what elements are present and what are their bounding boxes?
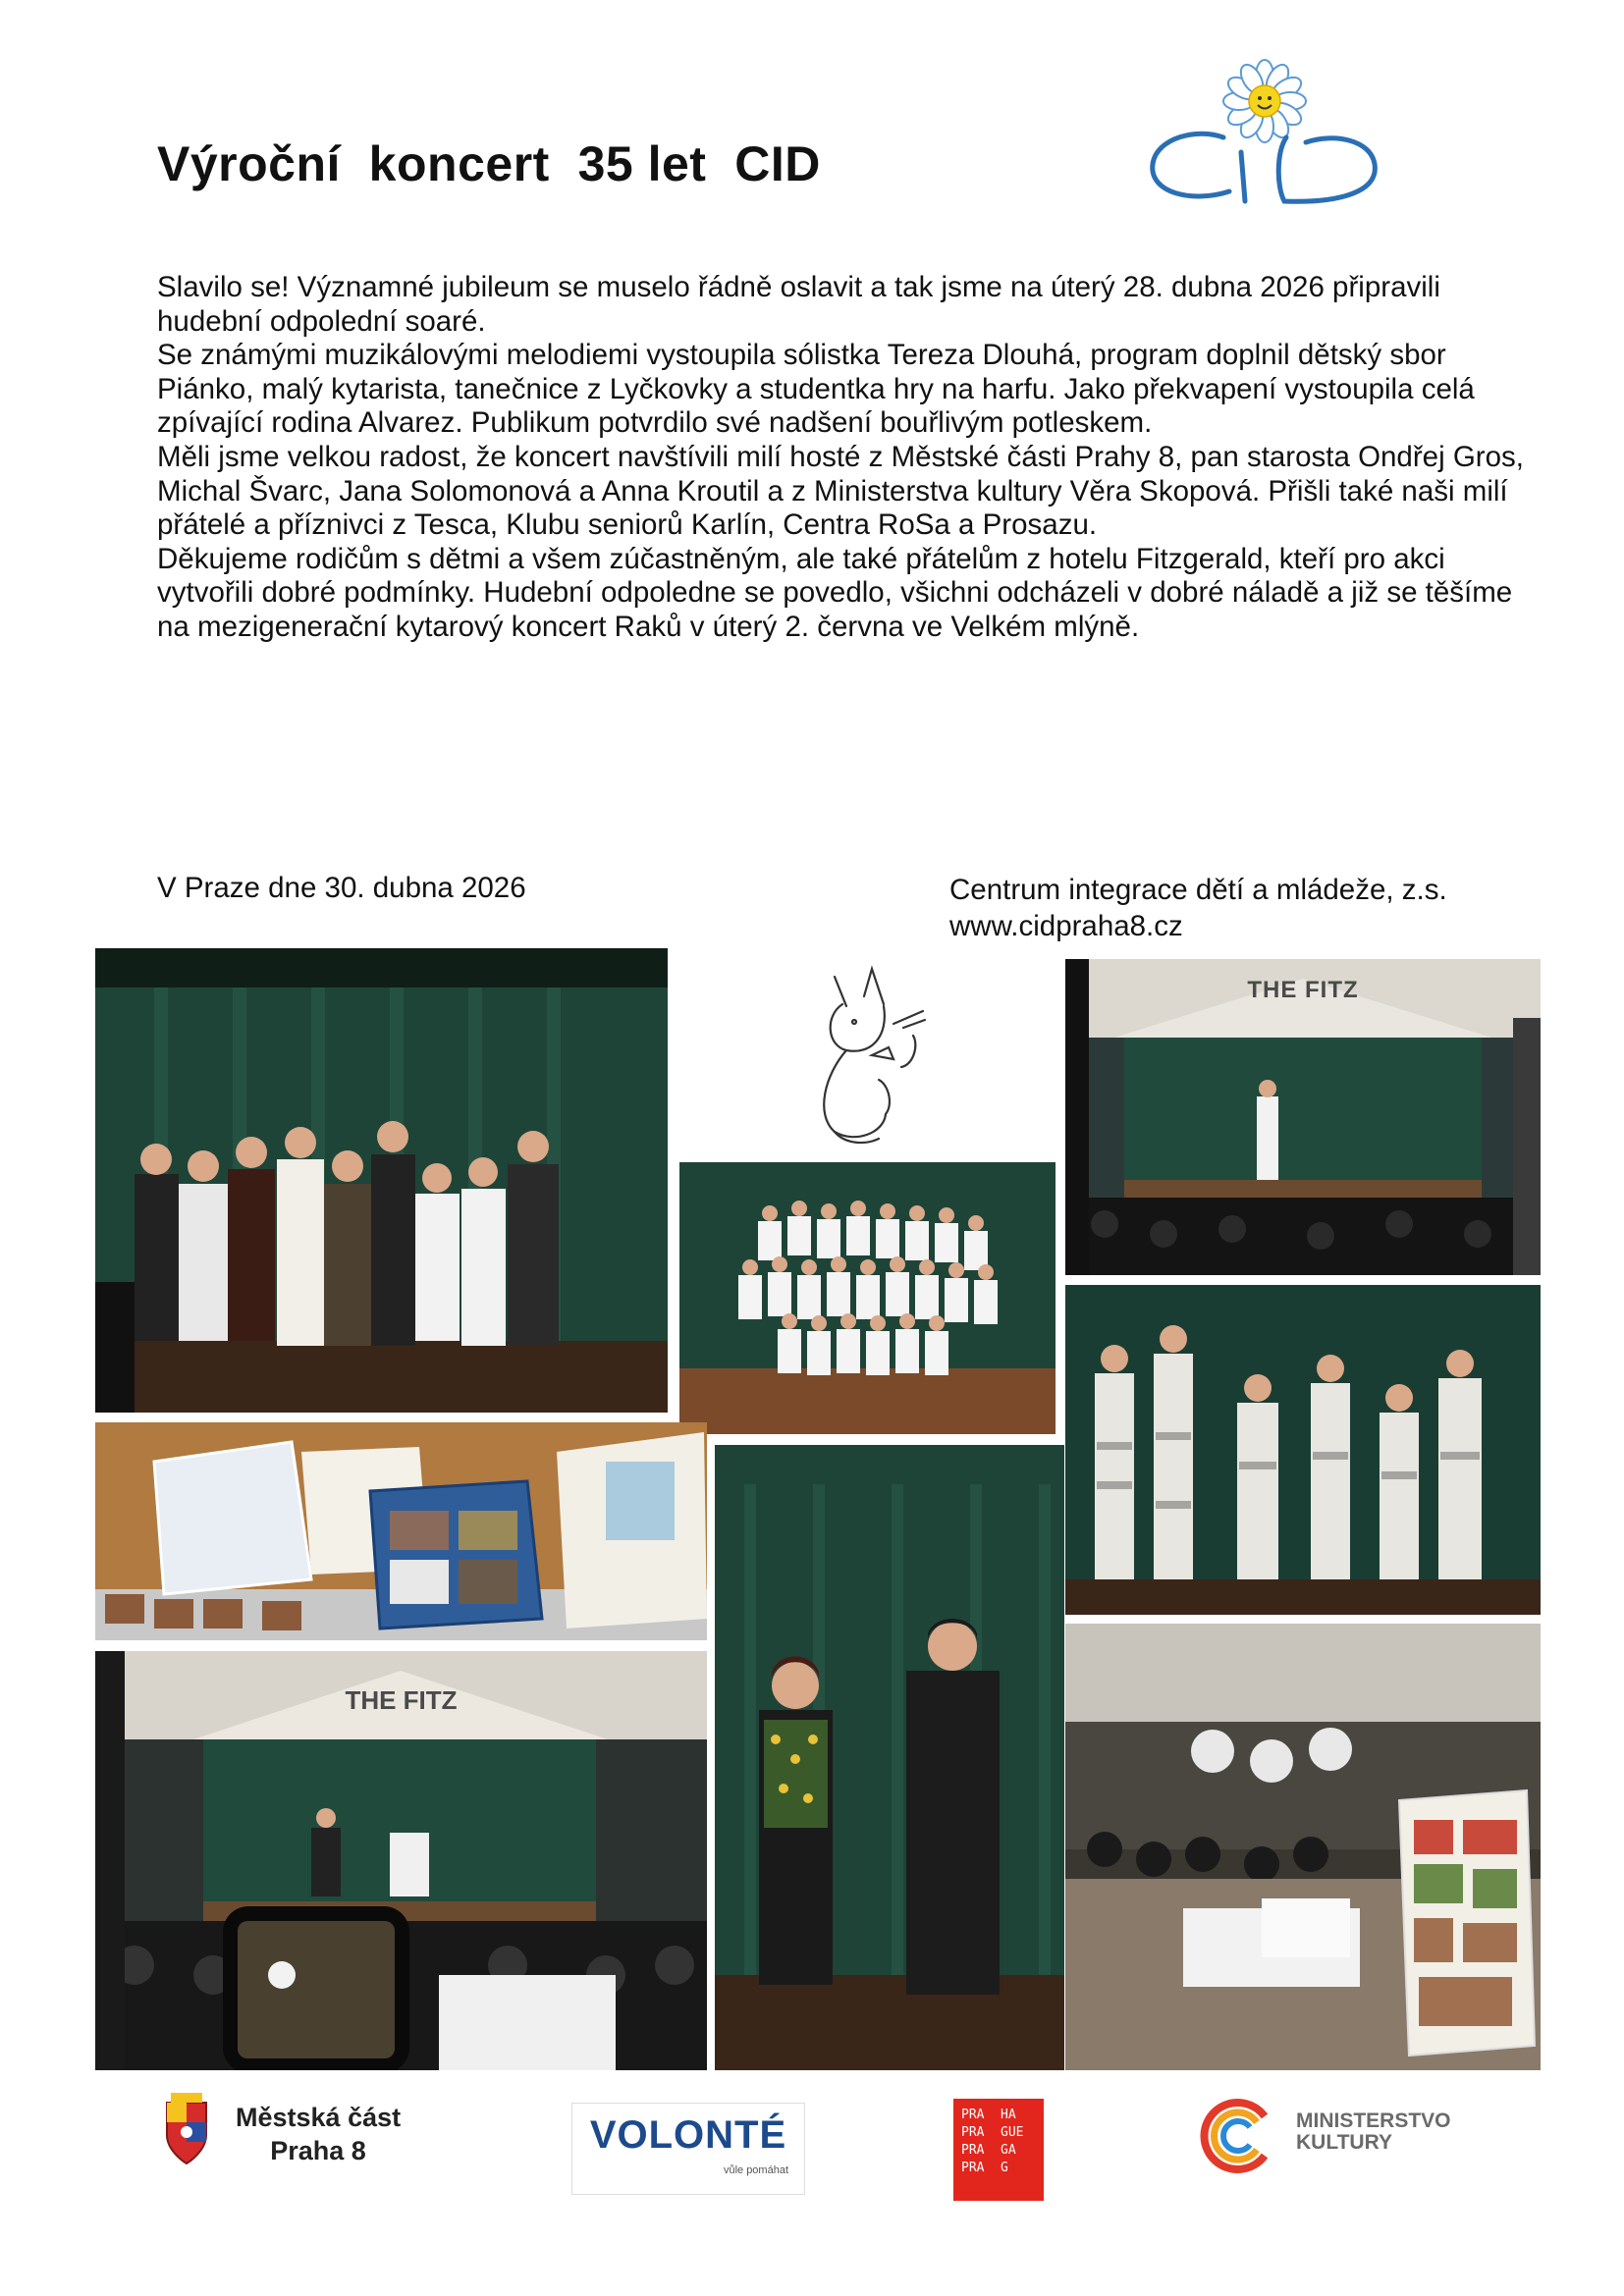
praha-column-right: HA GUE GA G <box>1001 2108 1024 2175</box>
paragraph: Se známými muzikálovými melodiemi vystoupila sólistka Tereza Dlouhá, program doplnil dětský sbor Piánko, malý kytarista, tanečnice z Lyčkovky a studentka hry na harfu. Jako překvapení vystoupila celá zpívající rodina Alvarez. Publikum potvrdilo své nadšení bouřlivým potleskem. <box>157 339 1475 440</box>
praha-logo <box>953 2099 1044 2201</box>
organization-name: Centrum integrace dětí a mládeže, z.s. <box>949 874 1447 906</box>
photo-group-stage <box>95 948 668 1413</box>
website-link[interactable]: www.cidpraha8.cz <box>949 910 1183 942</box>
mestska-cast-line2: Praha 8 <box>270 2136 366 2165</box>
crest-icon <box>157 2091 216 2169</box>
ministerstvo-line2: KULTURY <box>1296 2131 1392 2154</box>
cid-logo <box>1139 54 1394 211</box>
photo-dancers <box>1065 1285 1541 1615</box>
mestska-cast-logo <box>236 2101 401 2167</box>
photo-singer-stage <box>1065 959 1541 1275</box>
praha8-crest <box>157 2091 216 2169</box>
place-date: V Praze dne 30. dubna 2026 <box>157 872 526 904</box>
cid-daisy-icon <box>1139 54 1394 211</box>
paragraph: Děkujeme rodičům s dětmi a všem zúčastněným, ale také přátelům z hotelu Fitzgerald, kteří pro akci vytvořili dobré podmínky. Hudební odpoledne se povedlo, všichni odcházeli v dobré náladě a již se těšíme na mezigenerační kytarový koncert Raků v úterý 2. června ve Velkém mlýně. <box>157 542 1513 643</box>
photo-exhibition-boards <box>95 1422 707 1640</box>
volonte-tagline: vůle pomáhat <box>723 2164 788 2176</box>
photo-guitarist-phone <box>95 1651 707 2070</box>
paragraph: Slavilo se! Významné jubileum se muselo řádně oslavit a tak jsme na úterý 28. dubna 2026 připravili hudební odpolední soaré. <box>157 271 1440 338</box>
stage-sign: THE FITZ <box>345 1685 458 1715</box>
article-body <box>157 271 1532 645</box>
photo-duo-stage <box>715 1445 1064 2070</box>
organization-block <box>949 872 1447 944</box>
cat-icon <box>795 957 952 1153</box>
ministerstvo-kultury-logo <box>1296 2110 1451 2154</box>
praha-column-left: PRA PRA PRA PRA <box>961 2108 985 2175</box>
volonte-name: VOLONTÉ <box>589 2113 787 2157</box>
photo-foyer-exhibition <box>1065 1624 1541 2070</box>
stage-sign: THE FITZ <box>1247 977 1359 1003</box>
volonte-logo <box>571 2103 805 2195</box>
ministerstvo-line1: MINISTERSTVO <box>1296 2109 1451 2132</box>
photo-children-choir <box>679 1162 1056 1434</box>
mestska-cast-line1: Městská část <box>236 2103 402 2132</box>
cat-drawing <box>795 957 952 1153</box>
paragraph: Měli jsme velkou radost, že koncert navštívili milí hosté z Městské části Prahy 8, pan starosta Ondřej Gros, Michal Švarc, Jana Solomonová a Anna Kroutil a z Ministerstva kultury Věra Skopová. Přišli také naši milí přátelé a příznivci z Tesca, Klubu seniorů Karlín, Centra RoSa a Prosazu. <box>157 440 1524 542</box>
ministry-c-icon <box>1196 2095 1278 2177</box>
ministerstvo-kultury-emblem <box>1196 2095 1278 2177</box>
page-title: Výroční koncert 35 let CID <box>157 136 821 191</box>
